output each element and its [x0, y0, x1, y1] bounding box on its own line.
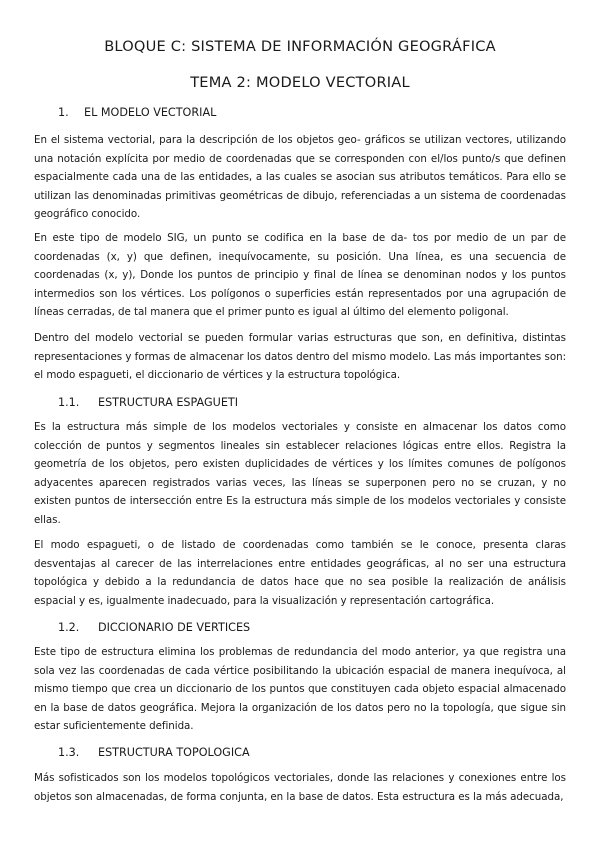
- paragraph: Es la estructura más simple de los modelos vectoriales y consiste en almacenar los datos como colección de puntos y segmentos lineales sin establecer relaciones lógicas entre ellos. Registra la geometría de los objetos, pero existen duplicidades de vértices y los límites comunes de polígonos adyacentes aparecen registrados varias veces, las líneas se superponen pero no se cruzan, y no existen puntos de intersección entre Es la estructura más simple de los modelos vectoriales y consiste ellas.: [34, 421, 566, 526]
- section-heading-text: ESTRUCTURA ESPAGUETI: [98, 396, 239, 409]
- paragraph: Dentro del modelo vectorial se pueden formular varias estructuras que son, en definitiva, distintas representaciones y formas de almacenar los datos dentro del mismo modelo. Las más importantes son: el modo espagueti, el diccionario de vértices y la estructura topológica.: [34, 332, 566, 381]
- section-heading-text: EL MODELO VECTORIAL: [84, 106, 217, 119]
- section-heading-1-1: [58, 396, 238, 409]
- paragraph: Más sofisticados son los modelos topológicos vectoriales, donde las relaciones y conexiones entre los objetos son almacenadas, de forma conjunta, en la base de datos. Esta estructura es la más adecuada,: [34, 772, 566, 803]
- section-number: 1.2.: [58, 621, 80, 634]
- paragraph: En el sistema vectorial, para la descripción de los objetos geo- gráficos se utilizan vectores, utilizando una notación explícita por medio de coordenadas que se corresponden con el/los punto/s que definen espacialmente cada una de las entidades, a las cuales se asocian sus atributos temáticos. Para ello se utilizan las denominadas primitivas geométricas de dibujo, referenciadas a un sistema de coordenadas geográfico conocido.: [34, 134, 566, 220]
- section-number: 1.1.: [58, 396, 80, 409]
- section-heading-text: DICCIONARIO DE VERTICES: [98, 621, 251, 634]
- paragraph: El modo espagueti, o de listado de coordenadas como también se le conoce, presenta claras desventajas al carecer de las interrelaciones entre entidades geográficas, al no ser una estructura topológica y debido a la redundancia de datos hace que no sea posible la realización de análisis espacial y es, igualmente inadecuado, para la visualización y representación cartográfica.: [34, 539, 566, 607]
- section-number: 1.3.: [58, 746, 80, 759]
- section-heading-1-2: [58, 621, 250, 634]
- section-heading-text: ESTRUCTURA TOPOLOGICA: [98, 746, 250, 759]
- paragraph: En este tipo de modelo SIG, un punto se codifica en la base de da- tos por medio de un par de coordenadas (x, y) que definen, inequívocamente, su posición. Una línea, es una secuencia de coordenadas (x, y), Donde los puntos de principio y final de línea se denominan nodos y los puntos intermedios son los vértices. Los polígonos o superficies están representados por una agrupación de líneas cerradas, de tal manera que el primer punto es igual al último del elemento poligonal.: [34, 232, 566, 318]
- paragraph: Este tipo de estructura elimina los problemas de redundancia del modo anterior, ya que registra una sola vez las coordenadas de cada vértice posibilitando la ubicación espacial de manera inequívoca, al mismo tiempo que crea un diccionario de los puntos que constituyen cada objeto espacial almacenado en la base de datos geográfica. Mejora la organización de los datos pero no la topología, que sigue sin estar suficientemente definida.: [34, 646, 566, 732]
- section-heading-1: [58, 106, 216, 119]
- document-subtitle: TEMA 2: MODELO VECTORIAL: [190, 74, 410, 91]
- document-title: BLOQUE C: SISTEMA DE INFORMACIÓN GEOGRÁFICA: [104, 38, 496, 55]
- section-number: 1.: [58, 106, 69, 119]
- section-heading-1-3: [58, 746, 250, 759]
